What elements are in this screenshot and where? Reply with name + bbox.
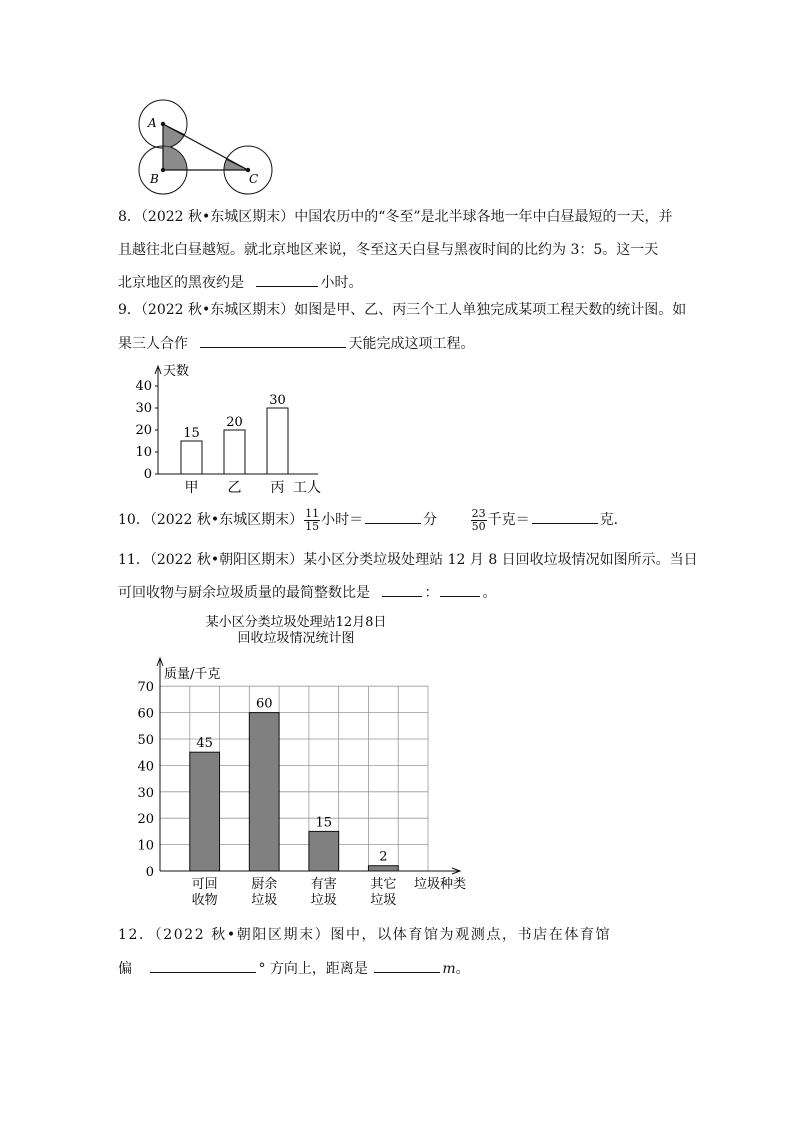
bar-value-label: 60 [255, 696, 273, 712]
q10-prefix: 10．（2022 秋•东城区期末） [118, 512, 304, 528]
y-tick-label: 40 [135, 379, 152, 394]
y-tick-label: 40 [137, 759, 154, 775]
q10-unit-2: 克． [599, 512, 628, 528]
q12-line-2-prefix: 偏 [118, 961, 132, 977]
bar [190, 752, 220, 871]
q12-line-2 [118, 958, 470, 979]
bar [224, 430, 245, 474]
category-label: 垃圾 [251, 893, 278, 908]
x-axis-title: 工人 [293, 480, 321, 496]
q11-line-2 [118, 582, 496, 603]
y-tick-label: 30 [135, 401, 152, 416]
q9-line-2 [118, 333, 474, 354]
q10-line [118, 506, 628, 534]
q9-answer-blank[interactable] [200, 333, 346, 348]
q10-frac1-den: 15 [305, 519, 320, 533]
q11-blank-2[interactable] [440, 582, 480, 597]
q10-blank-2[interactable] [532, 509, 598, 524]
bar [267, 408, 288, 474]
bar [368, 866, 398, 871]
y-tick-label: 0 [143, 467, 152, 482]
q8-line-1: 8．（2022 秋•东城区期末）中国农历中的“冬至”是北半球各地一年中白昼最短的一天，并 [118, 209, 673, 225]
q10-mid-1: 小时＝ [321, 512, 364, 528]
y-tick-label: 30 [137, 785, 154, 801]
y-tick-label: 0 [145, 865, 154, 880]
category-label: 厨余 [251, 877, 278, 892]
y-tick-label: 10 [137, 838, 154, 854]
bar-value-label: 2 [379, 849, 388, 865]
chart-title-line: 某小区分类垃圾处理站12月8日 [205, 615, 387, 630]
point-b [161, 168, 165, 172]
q9-after-blank: 天能完成这项工程。 [348, 336, 475, 352]
q11-after: 。 [482, 585, 497, 601]
q9-line-2-text: 果三人合作 [118, 336, 188, 352]
triangle-circles-figure [128, 96, 278, 196]
q10-blank-1[interactable] [365, 509, 421, 524]
category-label: 有害 [310, 877, 337, 892]
category-label: 可回 [191, 877, 218, 892]
q8-line-2: 且越往北白昼越短。就北京地区来说，冬至这天白昼与黑夜时间的比约为 3：5。这一天 [118, 242, 659, 258]
q8-line-3 [118, 272, 362, 293]
category-label: 垃圾 [370, 893, 397, 908]
q10-frac2-num: 23 [471, 506, 486, 520]
x-axis-title: 垃圾种类 [414, 877, 467, 892]
q12-unit: m [442, 961, 456, 977]
q10-frac2-den: 50 [471, 519, 486, 533]
y-tick-label: 60 [137, 706, 154, 722]
q12-end: 。 [455, 961, 470, 977]
y-tick-label: 50 [137, 733, 154, 748]
q11-blank-1[interactable] [382, 582, 422, 597]
q11-line-2-text: 可回收物与厨余垃圾质量的最简整数比是 [118, 585, 370, 601]
y-axis-title: 质量/千克 [164, 667, 221, 682]
q11-line-1: 11．（2022 秋•朝阳区期末）某小区分类垃圾处理站 12 月 8 日回收垃圾情况如图所示。当日 [118, 552, 698, 568]
point-a [161, 122, 165, 126]
bar [181, 441, 202, 474]
category-label: 甲 [184, 480, 199, 496]
garbage-bar-chart [120, 612, 490, 912]
q8-unit: 小时。 [320, 275, 363, 291]
q12-blank-2[interactable] [374, 958, 440, 973]
y-tick-label: 10 [135, 445, 152, 460]
label-c: C [249, 172, 259, 186]
category-label: 其它 [370, 877, 397, 892]
q11-colon: ： [424, 585, 439, 601]
y-tick-label: 20 [135, 423, 152, 438]
q10-fraction-2 [471, 508, 487, 533]
q8-line-3-text: 北京地区的黑夜约是 [118, 275, 244, 291]
q8-answer-blank[interactable] [256, 272, 318, 287]
bar-value-label: 45 [196, 736, 213, 752]
category-label: 乙 [227, 480, 242, 496]
q12-blank-1[interactable] [150, 958, 256, 973]
workers-days-bar-chart [120, 358, 350, 503]
sector-b [163, 146, 187, 170]
bar-value-label: 15 [315, 815, 333, 831]
bar [309, 831, 339, 871]
y-tick-label: 70 [137, 680, 154, 696]
y-axis-title: 天数 [163, 364, 190, 379]
q9-line-1: 9．（2022 秋•东城区期末）如图是甲、乙、丙三个工人单独完成某项工程天数的统计图。如 [118, 302, 687, 318]
category-label: 垃圾 [310, 893, 337, 908]
q10-frac1-num: 11 [305, 506, 320, 520]
chart-title-line: 回收垃圾情况统计图 [237, 631, 355, 646]
bar-value-label: 30 [269, 393, 286, 408]
label-b: B [150, 172, 159, 186]
bar [249, 713, 279, 871]
category-label: 收物 [191, 893, 218, 908]
q10-fraction-1 [304, 508, 320, 533]
label-a: A [148, 116, 157, 130]
category-label: 丙 [270, 480, 285, 496]
q12-line-1: 12．（2022 秋•朝阳区期末）图中，以体育馆为观测点，书店在体育馆 [118, 927, 612, 943]
sector-a [163, 124, 185, 148]
q10-unit-1: 分 [423, 512, 438, 528]
q12-mid: ° 方向上，距离是 [258, 961, 368, 977]
bar-value-label: 15 [183, 426, 200, 441]
bar-value-label: 20 [226, 415, 243, 430]
y-tick-label: 20 [137, 812, 154, 828]
q10-mid-2: 千克＝ [487, 512, 530, 528]
